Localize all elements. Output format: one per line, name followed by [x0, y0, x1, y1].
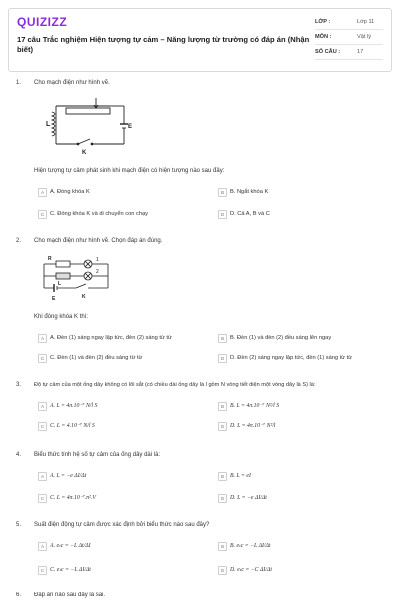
option-c[interactable] [38, 492, 206, 504]
question-number: 3. [16, 382, 22, 388]
option-letter: A [38, 188, 47, 197]
question-number: 1. [16, 80, 22, 86]
diagram-label: L [58, 281, 62, 287]
option-letter: D [218, 354, 227, 363]
question-text: Cho mạch điện như hình vẽ. [34, 80, 110, 86]
question-1 [16, 80, 388, 230]
option-d[interactable] [218, 420, 386, 432]
question-2 [16, 238, 388, 378]
diagram-label: K [82, 150, 87, 156]
option-b[interactable] [218, 332, 386, 344]
worksheet-header [8, 8, 392, 72]
option-text: C. Đèn (1) và đèn (2) đều sáng từ từ [50, 355, 143, 361]
worksheet-title: 17 câu Trắc nghiệm Hiện tượng tự cảm – Năng lượng từ trường có đáp án (Nhận biết) [17, 35, 310, 54]
option-text: D. eₜc = −C ΔI/Δt [230, 567, 272, 573]
option-text: D. L = −e ΔI/Δt [230, 495, 267, 501]
diagram-label: K [82, 294, 86, 300]
quizizz-logo: QUIZIZZ [17, 15, 68, 29]
option-c[interactable] [38, 208, 206, 220]
option-d[interactable] [218, 564, 386, 576]
meta-value: Lớp 11 [357, 19, 375, 25]
option-text: C. L = 4.10⁻⁷ N/l S [50, 423, 95, 429]
meta-key: SỐ CÂU : [315, 49, 341, 55]
option-text: B. Đèn (1) và đèn (2) đều sáng lên ngay [230, 335, 332, 341]
option-text: D. L = 4π.10⁻⁷ N²/l [230, 423, 276, 429]
question-4 [16, 452, 388, 514]
option-letter: B [218, 188, 227, 197]
option-letter: B [218, 402, 227, 411]
meta-row-class [315, 15, 383, 30]
option-d[interactable] [218, 208, 386, 220]
option-letter: A [38, 542, 47, 551]
meta-value: Vật lý [357, 34, 371, 40]
question-text: Độ tự cảm của một ống dây không có lõi sắt (có chiều dài ống dây là l gồm N vòng tiết diện một vòng dây là S) là: [34, 382, 316, 388]
option-b[interactable] [218, 186, 386, 198]
question-number: 2. [16, 238, 22, 244]
worksheet-meta [315, 15, 383, 60]
option-text: C. L = 4π.10⁻⁷.n².V [50, 495, 96, 501]
option-letter: B [218, 542, 227, 551]
meta-value: 17 [357, 49, 364, 55]
diagram-label: R [48, 256, 52, 262]
option-d[interactable] [218, 352, 386, 364]
option-text: A. eₜc = −L Δt/ΔI [50, 543, 91, 549]
option-letter: C [38, 354, 47, 363]
option-b[interactable] [218, 540, 386, 552]
option-b[interactable] [218, 400, 386, 412]
option-a[interactable] [38, 400, 206, 412]
option-letter: A [38, 402, 47, 411]
option-text: A. Đèn (1) sáng ngay lập tức, đèn (2) sáng từ từ [50, 335, 172, 341]
option-a[interactable] [38, 540, 206, 552]
question-text: Cho mạch điện như hình vẽ. Chọn đáp án đúng. [34, 238, 163, 244]
option-letter: C [38, 566, 47, 575]
option-text: C. eₜc = −L ΔI/Δt [50, 567, 91, 573]
question-subtext: Khi đóng khóa K thì: [34, 314, 89, 320]
option-text: D. Đèn (2) sáng ngay lập tức, đèn (1) sáng từ từ [230, 355, 353, 361]
question-text: Biểu thức tính hệ số tự cảm của ống dây dài là: [34, 452, 161, 458]
option-text: D. Cả A, B và C [230, 211, 270, 217]
diagram-label: E [128, 124, 133, 130]
option-text: A. Đóng khóa K [50, 189, 90, 195]
option-c[interactable] [38, 352, 206, 364]
question-number: 4. [16, 452, 22, 458]
option-c[interactable] [38, 420, 206, 432]
option-letter: C [38, 494, 47, 503]
meta-key: LỚP : [315, 19, 331, 25]
meta-row-count [315, 45, 383, 60]
question-text: Đáp án nào sau đây là sai. [34, 592, 106, 598]
option-text: B. L = eI [230, 473, 251, 479]
option-letter: D [218, 566, 227, 575]
option-text: A. L = −e ΔI/Δt [50, 473, 87, 479]
diagram-label: E [52, 296, 56, 302]
option-c[interactable] [38, 564, 206, 576]
option-b[interactable] [218, 470, 386, 482]
question-3 [16, 382, 388, 444]
circuit-diagram-2 [38, 254, 118, 306]
question-6 [16, 592, 388, 600]
option-letter: A [38, 472, 47, 481]
question-number: 6. [16, 592, 22, 598]
option-d[interactable] [218, 492, 386, 504]
option-letter: A [38, 334, 47, 343]
option-letter: B [218, 334, 227, 343]
meta-key: MÔN : [315, 34, 332, 40]
option-letter: C [38, 422, 47, 431]
meta-row-subject [315, 30, 383, 45]
option-text: B. Ngắt khóa K [230, 189, 269, 195]
question-subtext: Hiện tượng tự cảm phát sinh khi mạch điện có hiện tượng nào sau đây: [34, 168, 225, 174]
diagram-label: 1 [96, 257, 99, 263]
option-a[interactable] [38, 470, 206, 482]
option-text: A. L = 4π.10⁻⁷ N/l S [50, 403, 98, 409]
option-letter: C [38, 210, 47, 219]
circuit-diagram-1 [38, 94, 138, 160]
question-number: 5. [16, 522, 22, 528]
diagram-label: 2 [96, 269, 99, 275]
question-text: Suất điện động tự cảm được xác định bởi biểu thức nào sau đây? [34, 522, 210, 528]
option-a[interactable] [38, 332, 206, 344]
option-text: B. eₜc = −L ΔI/Δt [230, 543, 271, 549]
option-letter: D [218, 494, 227, 503]
option-text: C. Đóng khóa K và di chuyển con chạy [50, 211, 149, 217]
option-letter: D [218, 422, 227, 431]
option-letter: D [218, 210, 227, 219]
option-letter: B [218, 472, 227, 481]
question-5 [16, 522, 388, 584]
option-text: B. L = 4π.10⁻⁷ N²/l S [230, 403, 280, 409]
diagram-label: L [46, 121, 51, 128]
option-a[interactable] [38, 186, 206, 198]
